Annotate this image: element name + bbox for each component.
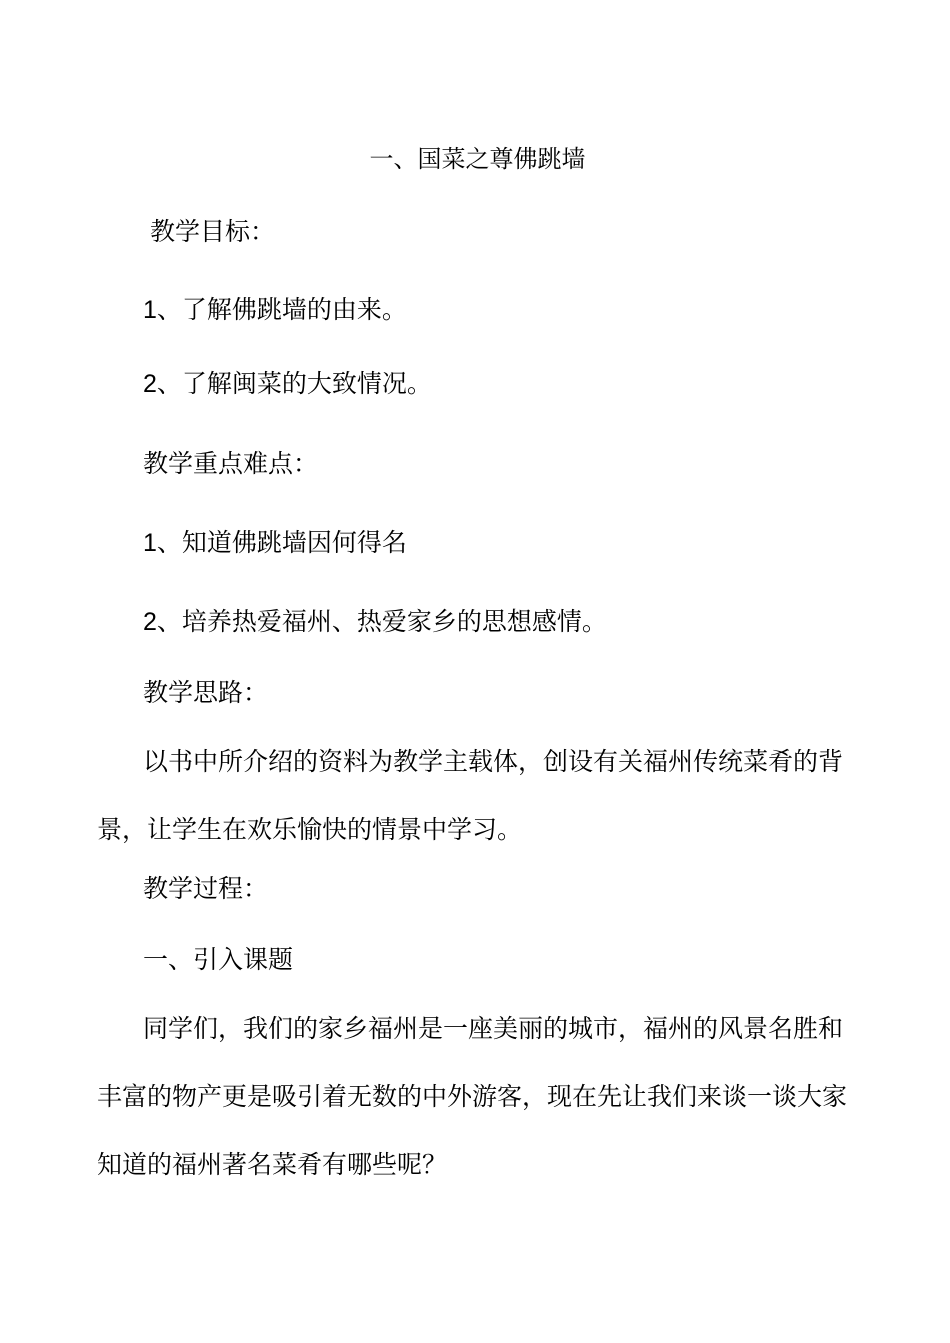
key-point-1 (143, 526, 407, 560)
goals-heading: 教学目标： (150, 217, 276, 246)
document-title: 一、国菜之尊佛跳墙 (369, 145, 586, 173)
goal-item-2 (143, 367, 432, 401)
goal-item-1-text: 、了解佛跳墙的由来。 (156, 295, 407, 324)
key-point-1-number: 1 (143, 529, 157, 557)
section-1-paragraph: 同学们，我们的家乡福州是一座美丽的城市，福州的风景名胜和丰富的物产更是吸引着无数的中外游客，现在先让我们来谈一谈大家知道的福州著名菜肴有哪些呢？ (97, 1014, 848, 1179)
process-heading: 教学过程： (143, 874, 269, 903)
goal-item-1-number: 1 (143, 296, 157, 324)
key-points-heading: 教学重点难点： (143, 449, 319, 478)
key-point-1-text: 、知道佛跳墙因何得名 (156, 528, 407, 557)
goal-item-1 (143, 293, 407, 327)
approach-paragraph: 以书中所介绍的资料为教学主载体，创设有关福州传统菜肴的背景，让学生在欢乐愉快的情景中学习。 (97, 747, 844, 844)
approach-heading: 教学思路： (143, 678, 269, 707)
section-1-heading: 一、引入课题 (143, 945, 294, 974)
goal-item-2-text: 、了解闽菜的大致情况。 (156, 369, 432, 398)
key-point-2-text: 、培养热爱福州、热爱家乡的思想感情。 (156, 607, 607, 636)
goal-item-2-number: 2 (143, 370, 157, 398)
key-point-2 (143, 605, 607, 639)
key-point-2-number: 2 (143, 608, 157, 636)
